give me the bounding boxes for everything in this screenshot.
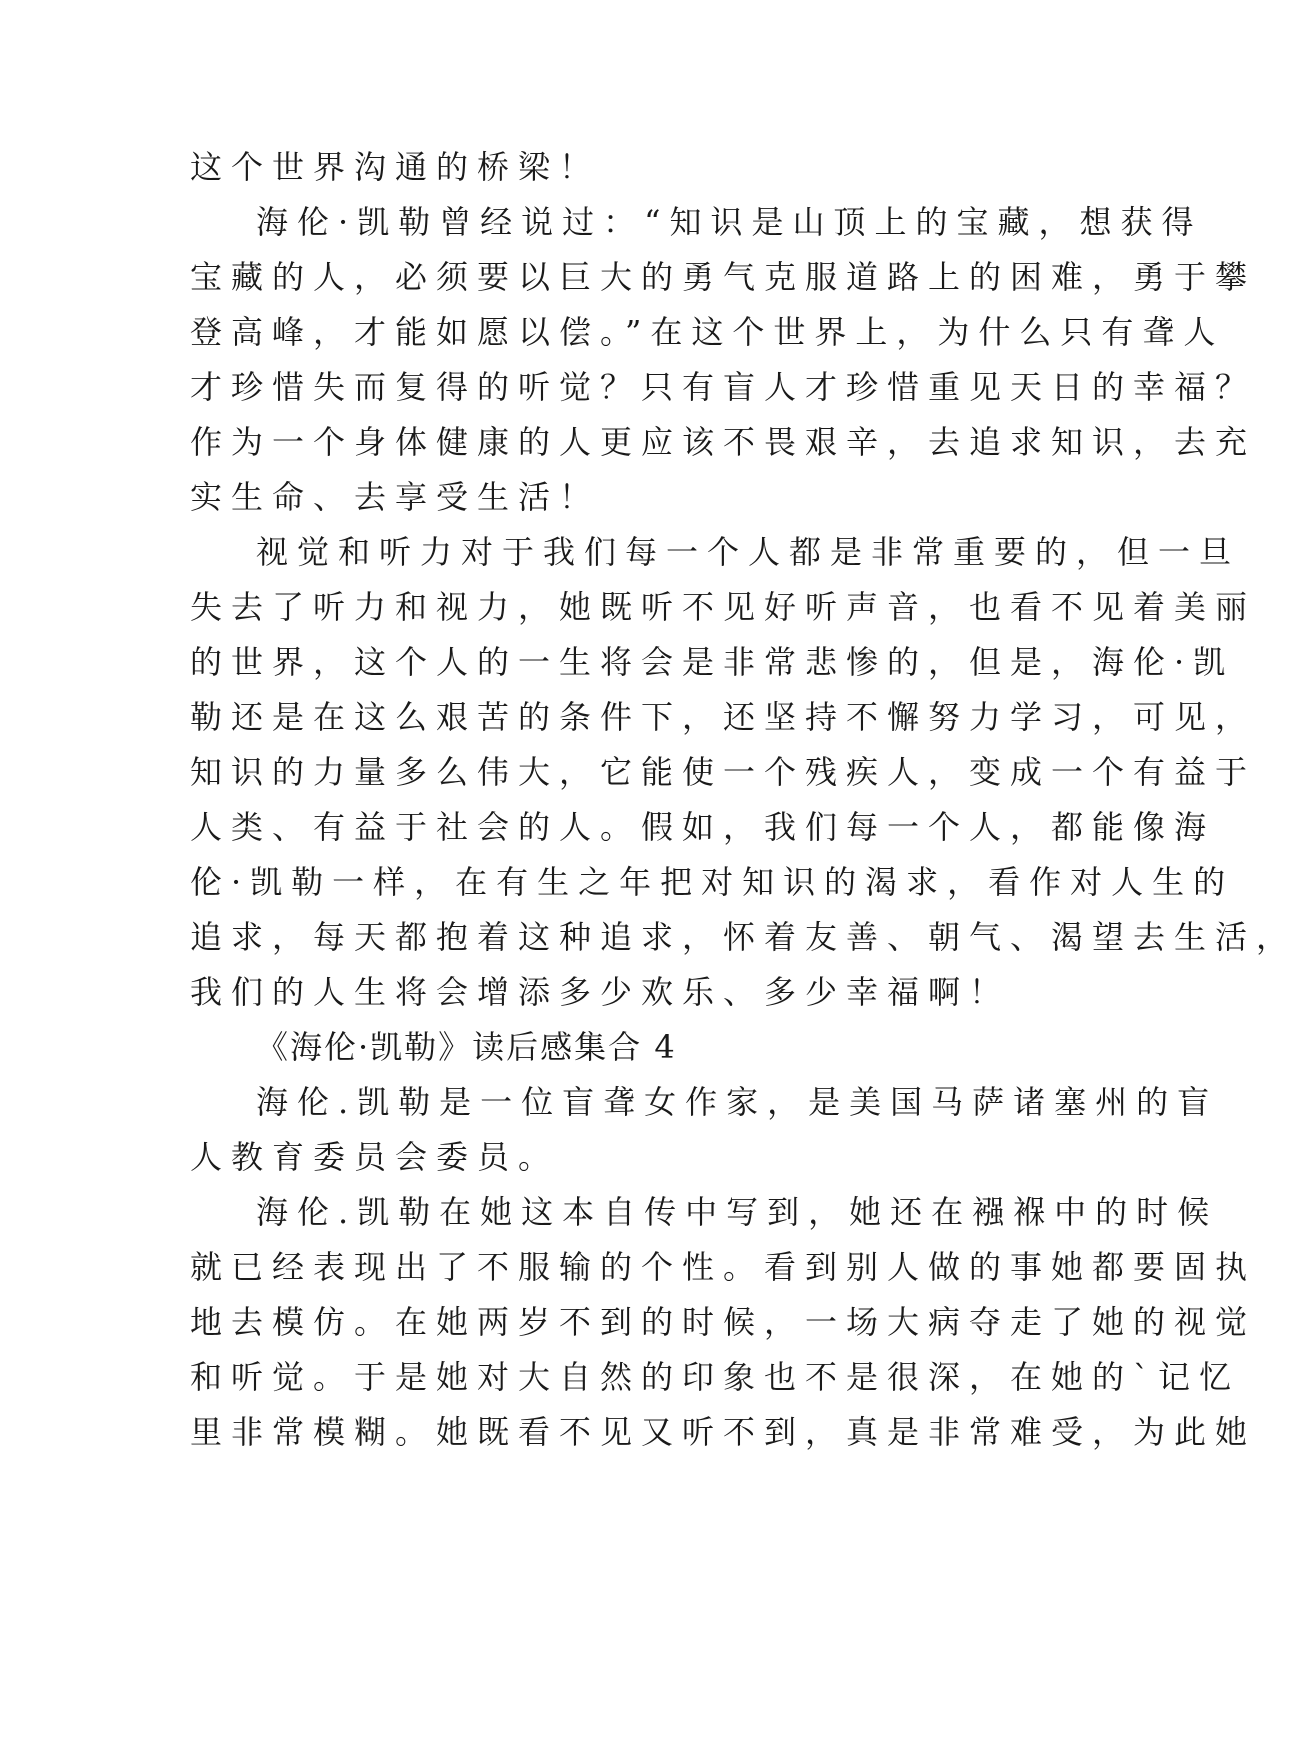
text-line: 才珍惜失而复得的听觉？只有盲人才珍惜重见天日的幸福？ xyxy=(190,368,1257,406)
text-line: 失去了听力和视力，她既听不见好听声音，也看不见着美丽 xyxy=(190,588,1257,626)
text-line: 知识的力量多么伟大，它能使一个残疾人，变成一个有益于 xyxy=(190,753,1257,791)
text-line: 作为一个身体健康的人更应该不畏艰辛，去追求知识，去充 xyxy=(190,423,1257,461)
text-line: 人教育委员会委员。 xyxy=(190,1138,560,1176)
text-line: 和听觉。于是她对大自然的印象也不是很深，在她的`记忆 xyxy=(190,1358,1241,1396)
text-line: 的世界，这个人的一生将会是非常悲惨的，但是，海伦·凯 xyxy=(190,643,1235,681)
paragraph-start-line: 海伦.凯勒在她这本自传中写到，她还在襁褓中的时候 xyxy=(256,1193,1219,1231)
paragraph-start-line: 海伦.凯勒是一位盲聋女作家，是美国马萨诸塞州的盲 xyxy=(256,1083,1219,1121)
text-line: 宝藏的人，必须要以巨大的勇气克服道路上的困难，勇于攀 xyxy=(190,258,1257,296)
text-line: 就已经表现出了不服输的个性。看到别人做的事她都要固执 xyxy=(190,1248,1257,1286)
text-line: 地去模仿。在她两岁不到的时候，一场大病夺走了她的视觉 xyxy=(190,1303,1257,1341)
text-line: 我们的人生将会增添多少欢乐、多少幸福啊！ xyxy=(190,973,1011,1011)
section-heading: 《海伦·凯勒》读后感集合 4 xyxy=(256,1028,677,1066)
text-line: 勒还是在这么艰苦的条件下，还坚持不懈努力学习，可见， xyxy=(190,698,1257,736)
text-line: 追求，每天都抱着这种追求，怀着友善、朝气、渴望去生活， xyxy=(190,918,1297,956)
text-line: 实生命、去享受生活！ xyxy=(190,478,601,516)
paragraph-start-line: 海伦·凯勒曾经说过：“知识是山顶上的宝藏，想获得 xyxy=(256,203,1203,241)
text-line: 里非常模糊。她既看不见又听不到，真是非常难受，为此她 xyxy=(190,1413,1257,1451)
text-line: 伦·凯勒一样，在有生之年把对知识的渴求，看作对人生的 xyxy=(190,863,1235,901)
text-line: 人类、有益于社会的人。假如，我们每一个人，都能像海 xyxy=(190,808,1216,846)
paragraph-start-line: 视觉和听力对于我们每一个人都是非常重要的，但一旦 xyxy=(256,533,1241,571)
text-line: 登高峰，才能如愿以偿。”在这个世界上，为什么只有聋人 xyxy=(190,313,1225,351)
text-line: 这个世界沟通的桥梁！ xyxy=(190,148,601,186)
